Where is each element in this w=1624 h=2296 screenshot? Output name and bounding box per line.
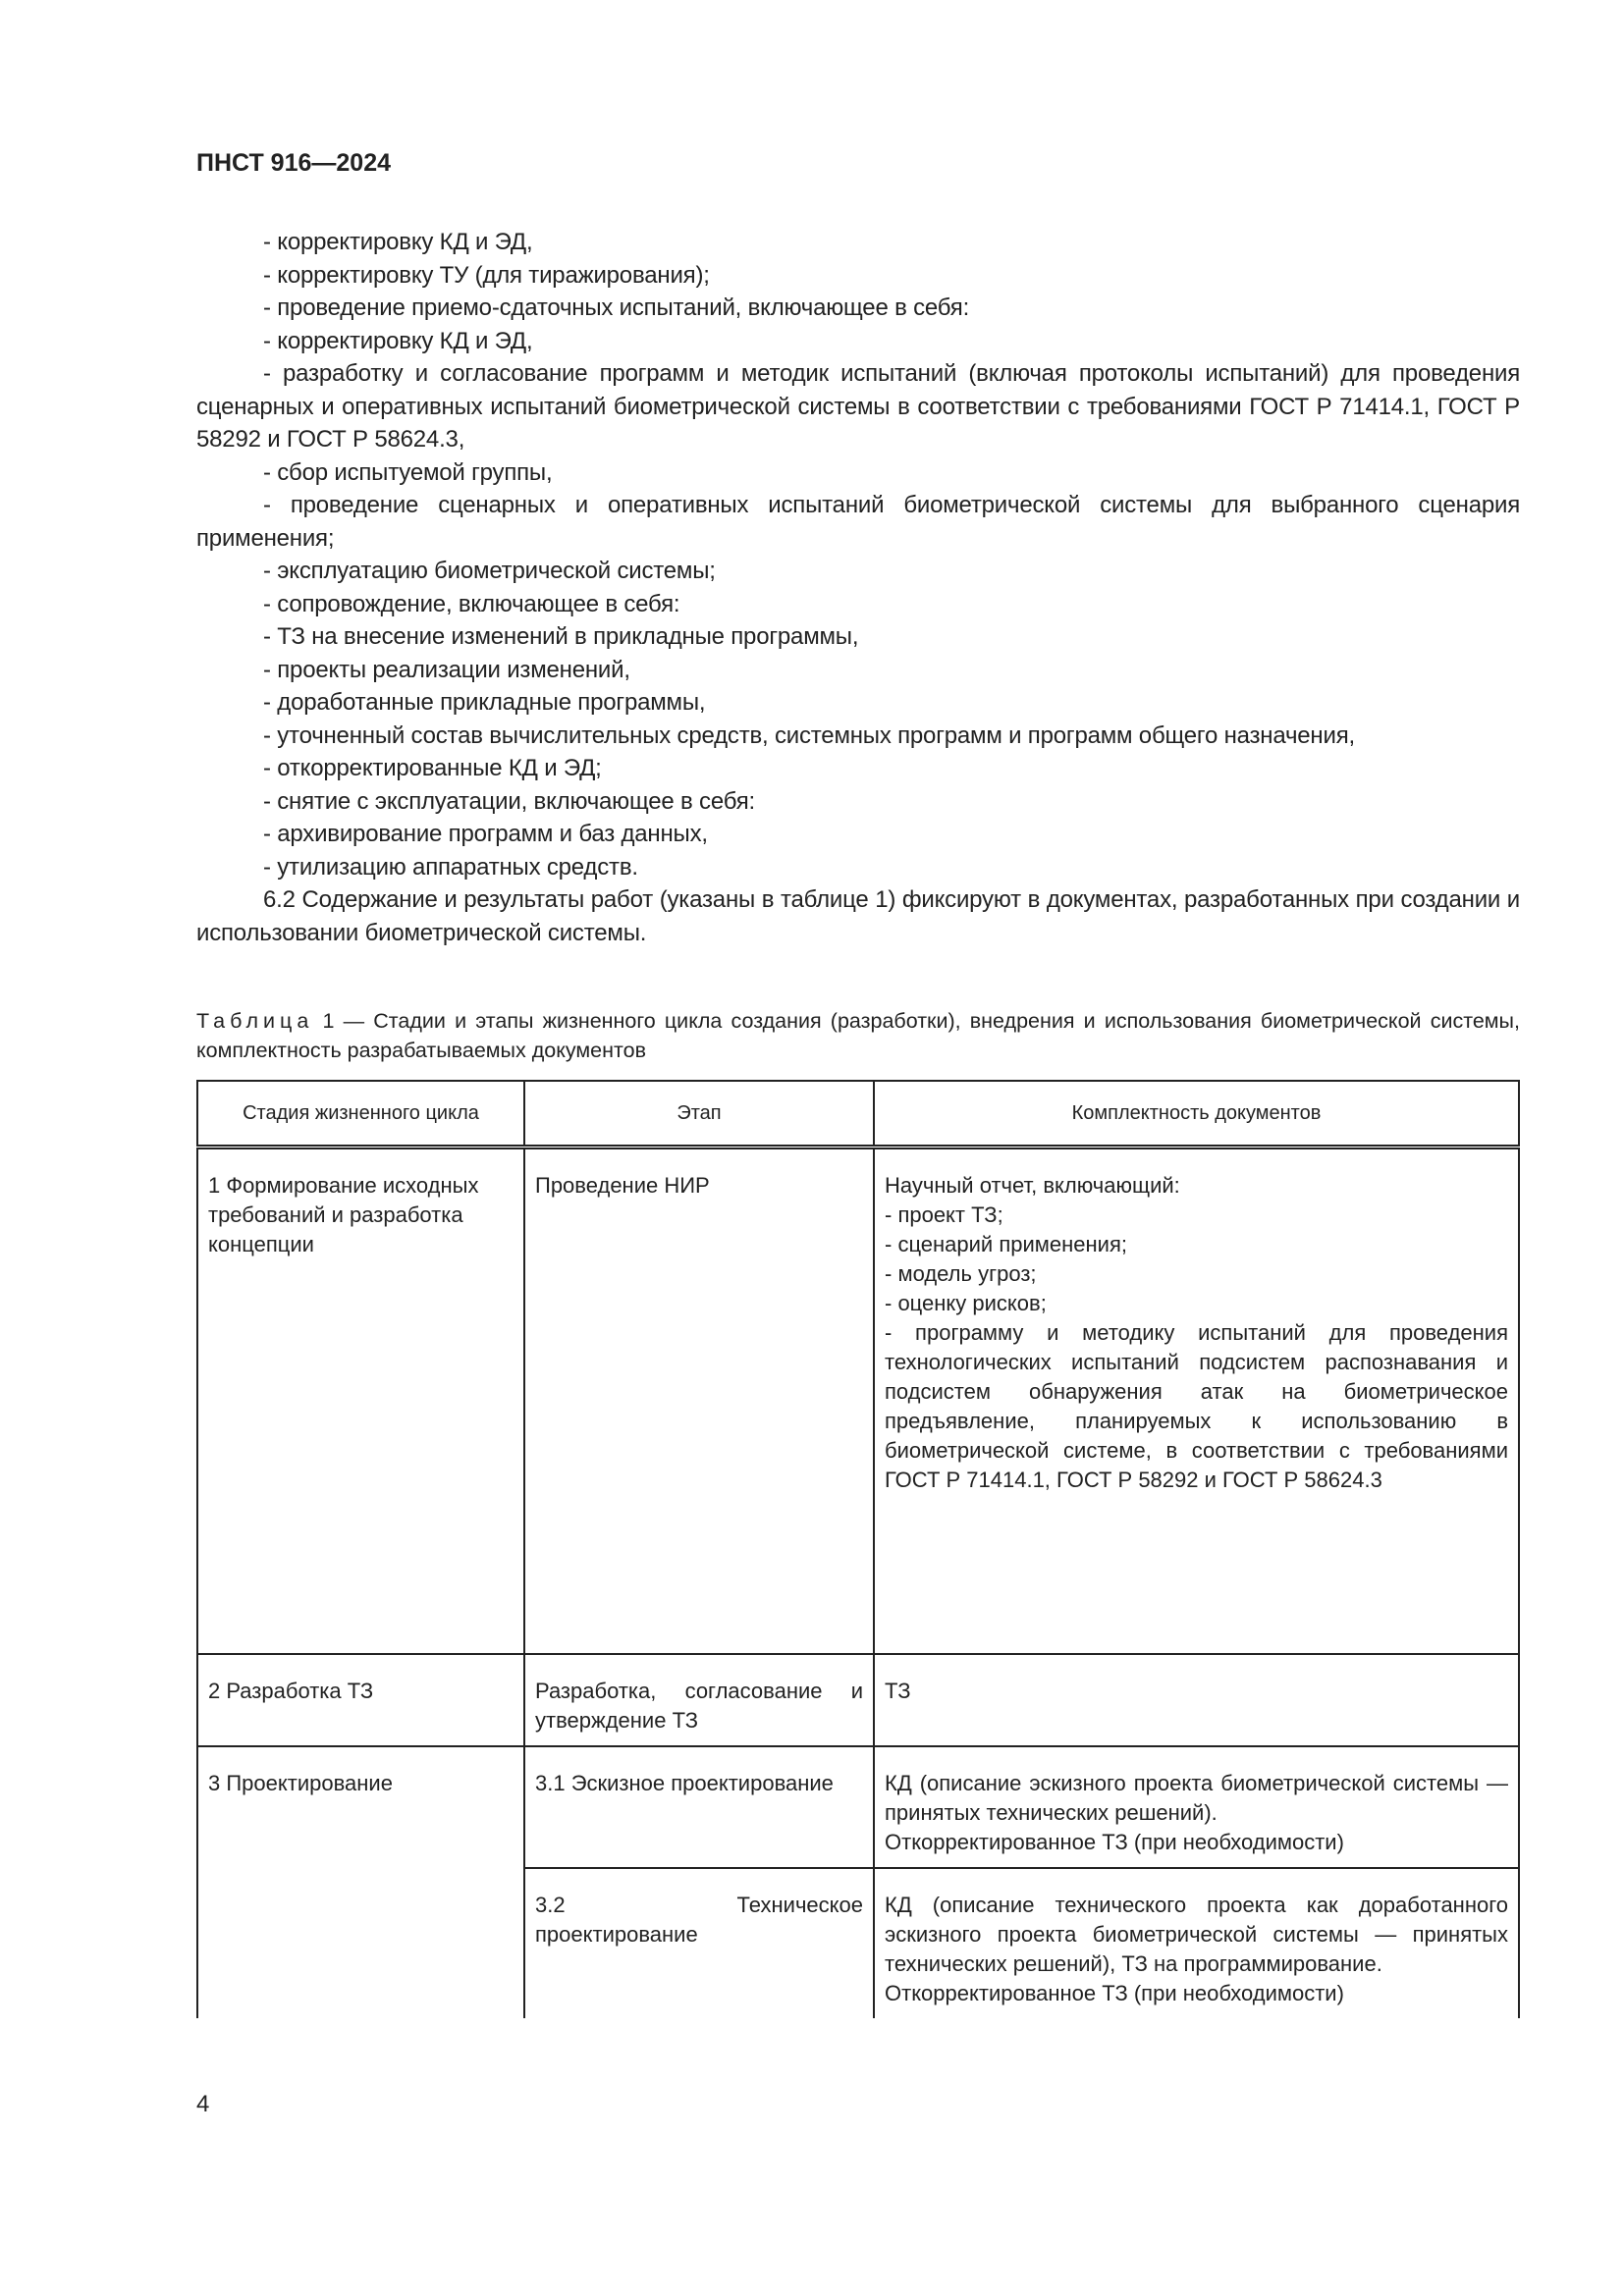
docs-line: КД (описание технического проекта как доработанного эскизного проекта биометрической системы — принятых технических решений), ТЗ на программирование. [885,1892,1508,1976]
step-cell: Разработка, согласование и утверждение ТЗ [524,1654,874,1746]
docs-line: Научный отчет, включающий: [885,1173,1180,1198]
paragraph: 6.2 Содержание и результаты работ (указаны в таблице 1) фиксируют в документах, разработанных при создании и использовании биометрической системы. [196,886,1520,946]
document-header: ПНСТ 916—2024 [196,149,391,177]
docs-line: - оценку рисков; [885,1291,1047,1315]
docs-line: - модель угроз; [885,1261,1037,1286]
docs-line: Откорректированное ТЗ (при необходимости) [885,1980,1344,2005]
body-text [196,226,1520,949]
header-docs: Комплектность документов [874,1081,1519,1148]
paragraph: - проекты реализации изменений, [263,656,630,683]
page-number: 4 [196,2091,210,2117]
docs-line: КД (описание эскизного проекта биометрической системы — принятых технических решений). [885,1770,1508,1825]
table-caption-text: 1 — Стадии и этапы жизненного цикла создания (разработки), внедрения и использования биометрической системы, комплектность разрабатываемых документов [196,1009,1520,1062]
table-row [197,1148,1519,1654]
lifecycle-table [196,1080,1520,2018]
paragraph: - утилизацию аппаратных средств. [263,853,638,881]
docs-cell [874,1148,1519,1654]
paragraph: - корректировку ТУ (для тиражирования); [263,261,710,289]
paragraph: - ТЗ на внесение изменений в прикладные программы, [263,623,859,650]
paragraph: - проведение приемо-сдаточных испытаний, включающее в себя: [263,294,970,321]
paragraph: - архивирование программ и баз данных, [263,821,708,847]
step-cell: Проведение НИР [524,1148,874,1654]
docs-line: - сценарий применения; [885,1232,1127,1256]
docs-cell [874,1868,1519,2018]
step-cell: 3.2 Техническое проектирование [524,1868,874,2018]
docs-cell [874,1654,1519,1746]
paragraph: - сбор испытуемой группы, [263,458,553,486]
paragraph: - корректировку КД и ЭД, [263,327,533,354]
paragraph: - снятие с эксплуатации, включающее в себя: [263,787,755,815]
docs-line: - программу и методику испытаний для проведения технологических испытаний подсистем распознавания и подсистем обнаружения атак на биометрическое предъявление, планируемых к использованию в биометрической системе, в соответствии с требованиями ГОСТ Р 71414.1, ГОСТ Р 58292 и ГОСТ Р 58624.3 [885,1320,1508,1492]
step-cell: 3.1 Эскизное проектирование [524,1746,874,1868]
docs-line: ТЗ [885,1678,911,1703]
paragraph: - откорректированные КД и ЭД; [263,755,602,781]
paragraph: - доработанные прикладные программы, [263,689,706,716]
docs-line: - проект ТЗ; [885,1202,1003,1227]
header-step: Этап [524,1081,874,1148]
paragraph: - корректировку КД и ЭД, [263,229,533,255]
paragraph: - уточненный состав вычислительных средств, системных программ и программ общего назначения, [263,721,1355,749]
paragraph: - проведение сценарных и оперативных испытаний биометрической системы для выбранного сценария применения; [196,492,1520,552]
table-caption-label: Таблица [196,1009,314,1033]
stage-cell: 3 Проектирование [197,1746,524,2018]
table-row [197,1746,1519,1868]
docs-line: Откорректированное ТЗ (при необходимости) [885,1829,1344,1854]
paragraph: - разработку и согласование программ и методик испытаний (включая протоколы испытаний) для проведения сценарных и оперативных испытаний биометрической системы в соответствии с требованиями ГОСТ Р 71414.1, ГОСТ Р 58292 и ГОСТ Р 58624.3, [196,360,1520,453]
docs-cell [874,1746,1519,1868]
header-stage: Стадия жизненного цикла [197,1081,524,1148]
stage-cell: 1 Формирование исходных требований и разработка концепции [197,1148,524,1654]
stage-cell: 2 Разработка ТЗ [197,1654,524,1746]
table-caption [196,1006,1520,1065]
table-row [197,1654,1519,1746]
paragraph: - сопровождение, включающее в себя: [263,590,680,617]
paragraph: - эксплуатацию биометрической системы; [263,558,716,584]
